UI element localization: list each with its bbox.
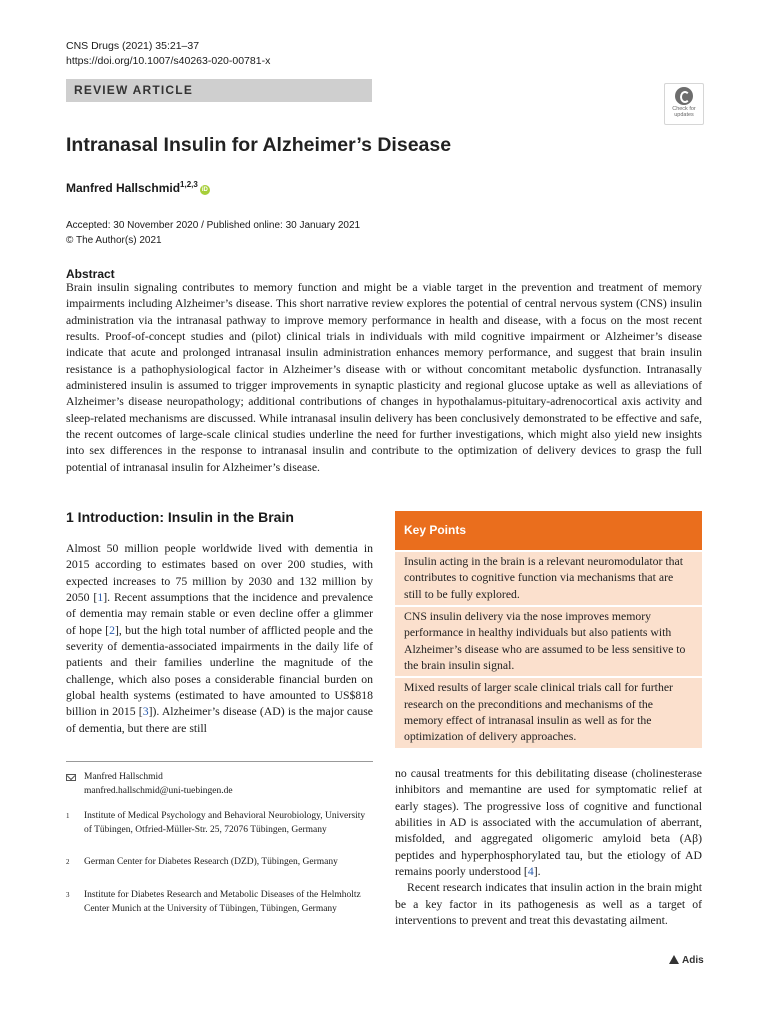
journal-line: CNS Drugs (2021) 35:21–37 [66, 40, 200, 52]
key-points-heading: Key Points [395, 511, 702, 550]
accepted-published: Accepted: 30 November 2020 / Published online: 30 January 2021 [66, 220, 361, 231]
intro-text: Almost 50 million people worldwide lived with dementia in 2015 according to estimates based on over 200 studies, with expected increases to 75 million by 2030 and 132 million by 2050 [ [66, 542, 373, 605]
key-point-item: Mixed results of larger scale clinical trials call for further research on the preconditions and mechanisms of the memory effect of intranasal insulin as well as for the optimization of delivery approaches. [395, 678, 702, 747]
article-type-label: REVIEW ARTICLE [74, 83, 194, 97]
affiliation-number: 3 [66, 891, 70, 899]
affiliation-1 [66, 810, 373, 837]
check-updates-label: Check for updates [672, 106, 696, 118]
publisher-name: Adis [682, 955, 704, 966]
affiliation-text: Institute for Diabetes Research and Metabolic Diseases of the Helmholtz Center Munich at the University of Tübingen, Tübingen, Germany [84, 890, 361, 914]
doi-link[interactable]: https://doi.org/10.1007/s40263-020-00781-x [66, 55, 271, 67]
intro-continuation [395, 766, 702, 929]
author-line [66, 180, 210, 195]
corresponding-author [66, 771, 373, 798]
article-type-banner [66, 79, 372, 102]
abstract-text: Brain insulin signaling contributes to memory function and might be a viable target in the prevention and treatment of memory impairments including Alzheimer’s disease. This short narrative review explores the potential of central nervous system (CNS) insulin administration via the intranasal pathway to improve memory performance in health and disease, with a focus on the most recent results. Proof-of-concept studies and (pilot) clinical trials in individuals with mild cognitive impairment or Alzheimer’s disease indicate that acute and prolonged intranasal insulin administration enhances memory performance, and suggest that brain insulin resistance is a pathophysiological factor in Alzheimer’s disease with or without concomitant metabolic dysfunction. Intranasally administered insulin is assumed to trigger improvements in synaptic plasticity and regional glucose uptake as well as alleviations of Alzheimer’s disease neuropathology; additional contributions of changes in hypothalamus-pituitary-adrenocortical axis activity and sleep-related mechanisms are discussed. While intranasal insulin delivery has been conclusively demonstrated to be effective and safe, the recent outcomes of large-scale clinical studies underline the need for further investigations, which might also yield new insights into sex differences in the response to intranasal insulin and contribute to the optimization of delivery devices to grasp the full potential of intranasal insulin for Alzheimer’s disease. [66, 281, 702, 474]
citation-link[interactable]: 3 [142, 705, 149, 719]
check-for-updates-badge[interactable] [664, 83, 704, 125]
affiliation-3 [66, 889, 373, 916]
section-heading: 1 Introduction: Insulin in the Brain [66, 509, 294, 525]
key-point-item: Insulin acting in the brain is a relevant neuromodulator that contributes to cognitive function via mechanisms that are still to be fully explored. [395, 552, 702, 605]
citation-link[interactable]: 4 [527, 865, 534, 879]
intro-text: no causal treatments for this debilitating disease (cholinesterase inhibitors and memantine are used for symptomatic relief at early stages). The progressive loss of cognitive and functional abilities in AD is associated with the accumulation of aberrant, misfolded, and aggregated oligomeric amyloid beta (Aβ) peptides and hyperphosphorylated tau, but the etiology of AD remains poorly understood [ [395, 767, 702, 879]
mail-icon [66, 774, 76, 781]
intro-text: ]. Recent assumptions that the incidence and prevalence of dementia may remain stable or even decline offer a glimmer of hope [ [66, 591, 373, 637]
intro-text: ]). Alzheimer’s disease (AD) is the major cause of dementia, but there are still [66, 705, 373, 735]
journal-citation [66, 39, 270, 69]
affiliation-2 [66, 856, 373, 870]
publisher-logo [669, 955, 704, 966]
author-affiliations: 1,2,3 [180, 180, 198, 189]
copyright: © The Author(s) 2021 [66, 235, 162, 246]
author-name[interactable]: Manfred Hallschmid [66, 181, 181, 195]
citation-link[interactable]: 2 [109, 623, 115, 637]
check-updates-icon [675, 87, 693, 105]
key-point-item: CNS insulin delivery via the nose improves memory performance in healthy individuals but also patients with Alzheimer’s disease who are assumed to be less sensitive to the brain insulin signal. [395, 607, 702, 676]
intro-text: ], but the high total number of afflicted people and the severity of dementia-associated impairments in the daily life of patients and their families underline the magnitude of the challenge, which also poses a considerable financial burden on global health systems (estimated to have amounted to US$818 billion in 2015 [ [66, 623, 373, 719]
affiliation-number: 1 [66, 812, 70, 820]
intro-paragraph [66, 541, 373, 737]
contact-email[interactable]: manfred.hallschmid@uni-tuebingen.de [84, 785, 233, 796]
article-title: Intranasal Insulin for Alzheimer’s Disease [66, 134, 452, 156]
intro-text: ]. [533, 865, 541, 879]
affiliation-number: 2 [66, 858, 70, 866]
intro-paragraph-2: Recent research indicates that insulin action in the brain might be a key factor in its pathogenesis as well as a target of interventions to prevent and treat this devastating ailment. [395, 881, 702, 928]
publication-dates [66, 218, 360, 248]
affiliation-text: German Center for Diabetes Research (DZD), Tübingen, Germany [84, 857, 338, 867]
key-points-box [395, 511, 702, 748]
adis-triangle-icon [669, 955, 679, 964]
abstract-heading: Abstract [66, 267, 115, 281]
orcid-icon[interactable]: iD [201, 187, 208, 193]
footnote-divider [66, 761, 373, 762]
contact-name: Manfred Hallschmid [84, 772, 163, 782]
affiliation-text: Institute of Medical Psychology and Behavioral Neurobiology, University of Tübingen, Otfried-Müller-Str. 25, 72076 Tübingen, Germany [84, 811, 366, 835]
citation-link[interactable]: 1 [97, 591, 104, 605]
